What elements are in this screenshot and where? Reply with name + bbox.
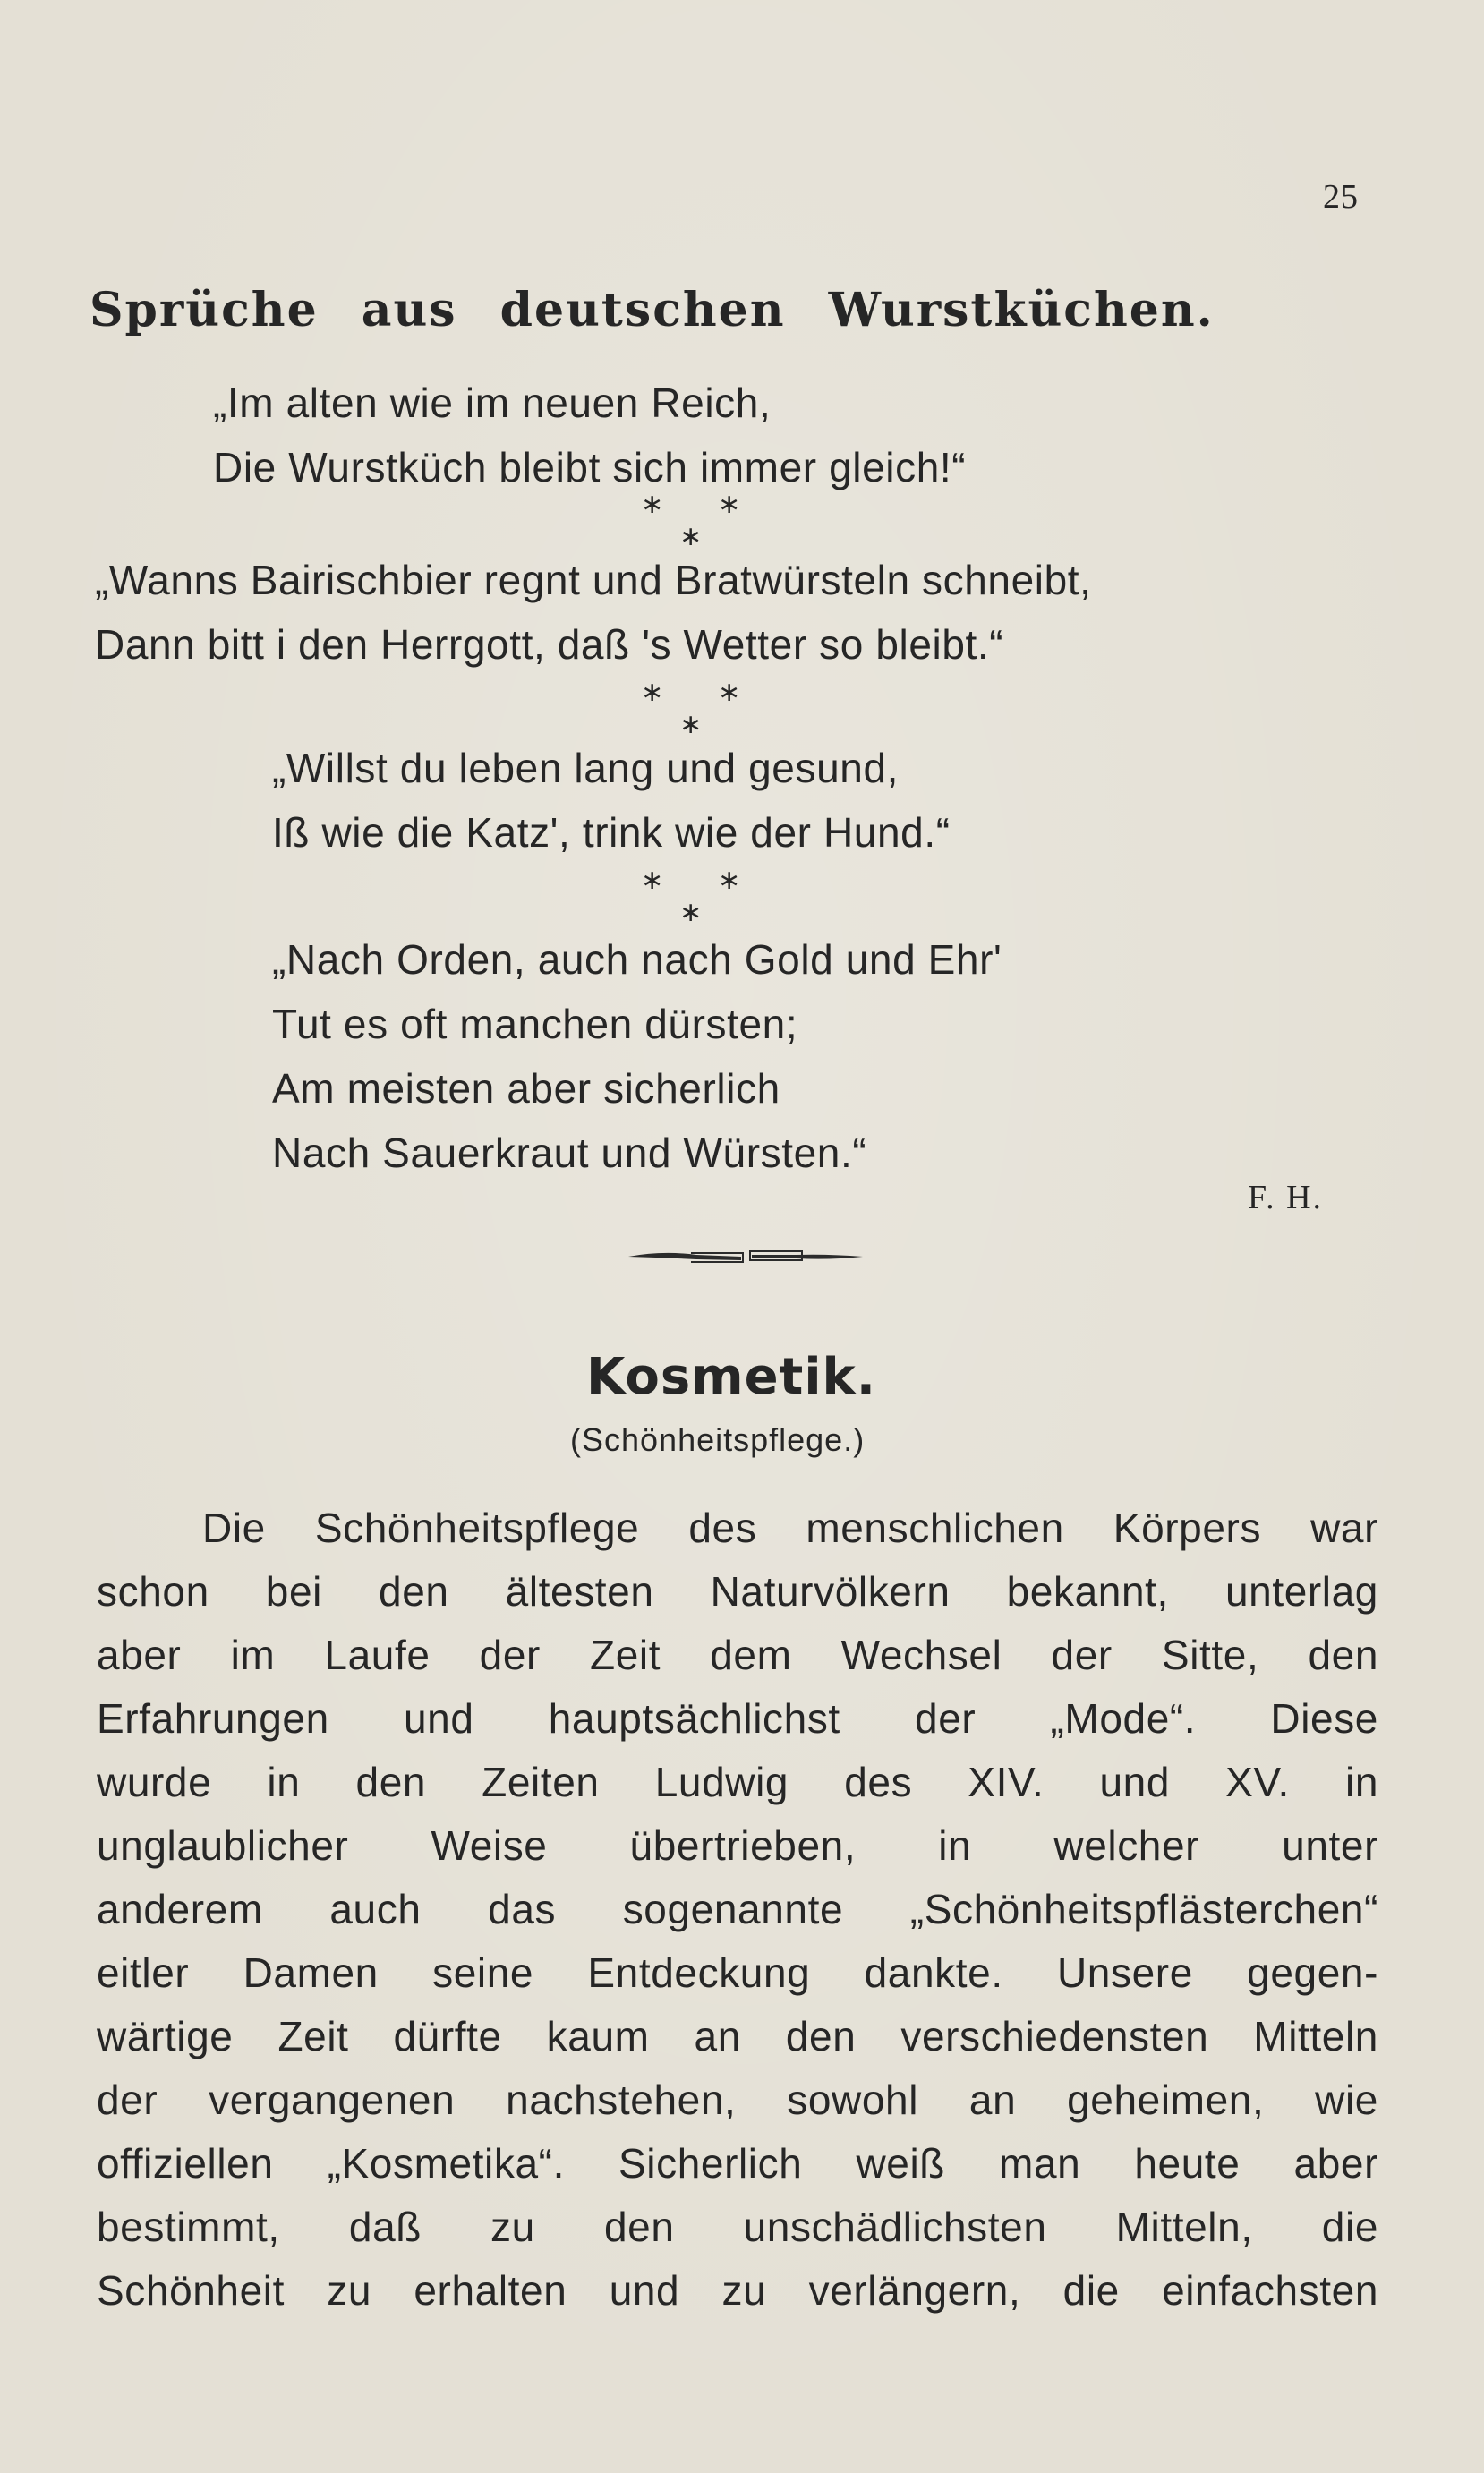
section-subtitle: (Schönheitspflege.) bbox=[570, 1421, 866, 1458]
paragraph-line: schon bei den ältesten Naturvölkern bekannt, unterlag bbox=[97, 1568, 1378, 1615]
ornamental-rule-icon bbox=[627, 1242, 865, 1271]
paragraph-line: aber im Laufe der Zeit dem Wechsel der Sitte, den bbox=[97, 1632, 1378, 1678]
paragraph-line: eitler Damen seine Entdeckung dankte. Unsere gegen- bbox=[97, 1949, 1378, 1996]
verse-stanza-4 bbox=[272, 927, 1002, 1185]
verse-stanza-1 bbox=[213, 371, 966, 499]
verse-line: Iß wie die Katz', trink wie der Hund.“ bbox=[272, 809, 951, 856]
paragraph-line: Die Schönheitspflege des menschlichen Körpers war bbox=[202, 1505, 1378, 1551]
verse-line: „Nach Orden, auch nach Gold und Ehr' bbox=[272, 936, 1002, 983]
asterisk-icon: ∗ bbox=[718, 489, 741, 520]
verse-line: „Willst du leben lang und gesund, bbox=[272, 745, 900, 791]
page-number: 25 bbox=[1323, 178, 1359, 216]
author-signature: F. H. bbox=[1248, 1179, 1324, 1216]
paragraph-line: Erfahrungen und hauptsächlichst der „Mode“. Diese bbox=[97, 1695, 1378, 1742]
verse-line: Dann bitt i den Herrgott, daß 's Wetter so bleibt.“ bbox=[95, 621, 1004, 668]
body-paragraph bbox=[97, 1497, 1378, 2323]
asterisk-icon: ∗ bbox=[679, 521, 703, 552]
paragraph-line: Schönheit zu erhalten und zu verlängern, die einfachsten bbox=[97, 2267, 1378, 2314]
asterisk-icon: ∗ bbox=[718, 677, 741, 708]
asterisk-icon: ∗ bbox=[679, 897, 703, 928]
verse-line: „Im alten wie im neuen Reich, bbox=[213, 379, 772, 426]
verse-stanza-2 bbox=[95, 548, 1092, 677]
paragraph-line: wurde in den Zeiten Ludwig des XIV. und XV. in bbox=[97, 1759, 1378, 1805]
asterisk-icon: ∗ bbox=[641, 865, 664, 896]
paragraph-line: anderem auch das sogenannte „Schönheitspflästerchen“ bbox=[97, 1886, 1378, 1932]
verse-line: „Wanns Bairischbier regnt und Bratwürsteln schneibt, bbox=[95, 557, 1092, 603]
verse-line: Die Wurstküch bleibt sich immer gleich!“ bbox=[213, 444, 967, 490]
paragraph-line: unglaublicher Weise übertrieben, in welcher unter bbox=[97, 1822, 1378, 1869]
section-title-kosmetik: Kosmetik. bbox=[586, 1348, 877, 1406]
verse-stanza-3 bbox=[272, 736, 951, 865]
verse-line: Am meisten aber sicherlich bbox=[272, 1065, 780, 1112]
verse-line: Nach Sauerkraut und Würsten.“ bbox=[272, 1130, 867, 1176]
paragraph-line: der vergangenen nachstehen, sowohl an geheimen, wie bbox=[97, 2076, 1378, 2123]
asterisk-icon: ∗ bbox=[718, 865, 741, 896]
asterisk-icon: ∗ bbox=[641, 489, 664, 520]
asterisk-icon: ∗ bbox=[679, 709, 703, 740]
paragraph-line: offiziellen „Kosmetika“. Sicherlich weiß man heute aber bbox=[97, 2140, 1378, 2187]
paragraph-line: bestimmt, daß zu den unschädlichsten Mitteln, die bbox=[97, 2204, 1378, 2250]
verse-line: Tut es oft manchen dürsten; bbox=[272, 1001, 798, 1047]
paragraph-line: wärtige Zeit dürfte kaum an den verschiedensten Mitteln bbox=[97, 2013, 1378, 2059]
asterisk-icon: ∗ bbox=[641, 677, 664, 708]
section-title-wurstkuechen: Sprüche aus deutschen Wurstküchen. bbox=[90, 283, 1215, 337]
